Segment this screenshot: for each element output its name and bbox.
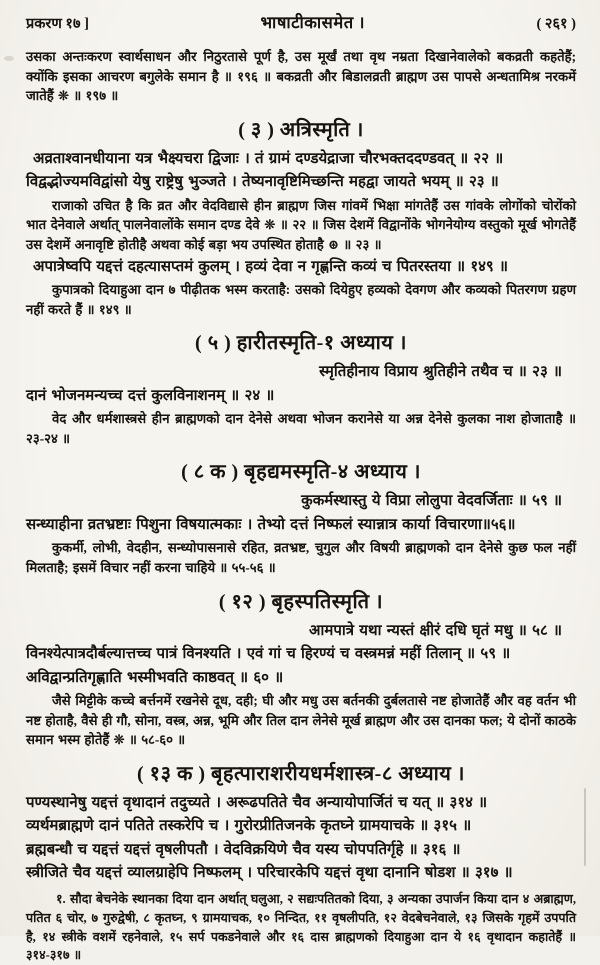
- section-heading-brihatparasharia: ( १३ क ) बृहत्पाराशरीयधर्मशास्त्र-८ अध्याय ।: [137, 762, 465, 785]
- sanskrit-verse: ब्रह्मबन्धौ च यद्दत्तं यद्दत्तं वृषलीपतौ । वेदविक्रयिणे चैव यस्य चोपपतिर्गृहे ॥ ३१६ ॥: [26, 841, 461, 858]
- footnote: १. सौदा बेचनेके स्थानका दिया दान अर्थात् घलुआ, २ सद्यःपतितको दिया, ३ अन्यका उपार्जन किया दान ४ अब्राह्मण, पतित ६ चोर, ७ गुरुद्वेषी, ८ कृतघ्न, ९ ग्रामयाचक, १० निन्दित, ११ वृषलीपति, १२ वेदबेचनेवाले, १३ जिसके गृहमें उपपति है, १४ स्त्रीके वशमें रहनेवाले, १५ सर्प पकडनेवाले और १६ दास ब्राह्मणको दियाहुआ दान ये १६ वृथादान कहातेहैं ॥ ३१४-३१७ ॥: [26, 891, 576, 963]
- sanskrit-verse: आमपात्रे यथा न्यस्तं क्षीरं दधि घृतं मधु ॥ ५८ ॥: [309, 622, 562, 639]
- page-number: ( २६१ ): [536, 16, 576, 32]
- sanskrit-verse: स्त्रीजिते चैव यद्दत्तं व्यालग्राहेपि निष्फलम् । परिचारकेपि यद्दत्तं वृथा दानानि षोडश ॥ ३१७ ॥: [26, 865, 513, 882]
- sanskrit-verse: अव्रताश्वानधीयाना यत्र भैक्ष्यचरा द्विजाः । तं ग्रामं दण्डयेद्राजा चौरभक्तददण्डवत् ॥ २२ ॥: [33, 150, 504, 167]
- scan-smudge: [4, 56, 14, 61]
- prose-paragraph: राजाको उचित है कि व्रत और वेदविद्यासे हीन ब्राह्मण जिस गांवमें भिक्षा मांगतेहैं उस गांवके लोगोंको चोरोंको भात देनेवाले अर्थात् पालनेवालोंके समान दण्ड देवे ❊ ॥ २२ ॥ जिस देशमें विद्वानोंके भोगनेयोग्य वस्तुको मूर्ख भोगतेहैं उस देशमें अनावृष्टि होतीहै अथवा कोई बड़ा भय उपस्थित होताहै ⊛ ॥ २३ ॥: [26, 197, 576, 252]
- running-header: [26, 10, 576, 33]
- sanskrit-verse: दानं भोजनमन्यच्च दत्तं कुलविनाशनम् ॥ २४ ॥: [26, 387, 275, 404]
- section-heading-haritasmriti: ( ५ ) हारीतस्मृति-१ अध्याय ।: [195, 332, 407, 355]
- sanskrit-verse: विनश्येत्पात्रदौर्बल्यात्तच्च पात्रं विनश्यति । एवं गां च हिरण्यं च वस्त्रमन्नं महीं तिलान् ॥ ५९ ॥: [26, 646, 511, 663]
- prose-paragraph: वेद और धर्मशास्त्रसे हीन ब्राह्मणको दान देनेसे अथवा भोजन करानेसे या अन्न देनेसे कुलका नाश होजाताहै ॥ २३-२४ ॥: [26, 411, 576, 446]
- sanskrit-verse: पण्यस्थानेषु यद्दत्तं वृथादानं तदुच्यते । अरूढपतिते चैव अन्यायोपार्जितं च यत् ॥ ३१४ ॥: [26, 794, 488, 811]
- book-title: भाषाटीकासमेत ।: [260, 13, 365, 32]
- sanskrit-verse: व्यर्थमब्राह्मणे दानं पतिते तस्करेपि च । गुरोरप्रीतिजनके कृतघ्ने ग्रामयाचके ॥ ३१५ ॥: [26, 818, 472, 835]
- sanskrit-verse: अविद्वान्प्रतिगृह्णाति भस्मीभवति काष्ठवत् ॥ ६० ॥: [26, 669, 284, 686]
- scan-artifact-line: [584, 788, 586, 866]
- sanskrit-verse: कुकर्मस्थास्तु ये विप्रा लोलुपा वेदवर्जिताः ॥ ५९ ॥: [301, 493, 562, 510]
- sanskrit-verse: स्मृतिहीनाय विप्राय श्रुतिहीने तथैव च ॥ २३ ॥: [319, 364, 562, 381]
- sanskrit-verse: सन्ध्याहीना व्रतभ्रष्टाः पिशुना विषयात्मकाः । तेभ्यो दत्तं निष्फलं स्यान्नात्र कार्या विचारणा॥५६॥: [26, 516, 516, 533]
- section-heading-atrismriti: ( ३ ) अत्रिस्मृति ।: [238, 118, 364, 141]
- sanskrit-verse: विद्वद्भोज्यमविद्वांसो येषु राष्ट्रेषु भुञ्जते । तेष्यनावृष्टिमिच्छन्ति महद्वा जायते भयम् ॥ २३ ॥: [26, 174, 499, 191]
- section-heading-brihadyamasmriti: ( ८ क ) बृहद्यमस्मृति-४ अध्याय ।: [181, 461, 421, 484]
- sanskrit-verse: अपात्रेष्वपि यद्दत्तं दहत्यासप्तमं कुलम् । हव्यं देवा न गृह्णन्ति कव्यं च पितरस्तया ॥ १४९ ॥: [33, 258, 508, 275]
- section-heading-brihaspatismriti: ( १२ ) बृहस्पतिस्मृति ।: [218, 590, 384, 613]
- prose-paragraph: कुकर्मी, लोभी, वेदहीन, सन्ध्योपासनासे रहित, व्रतभ्रष्ट, चुगुल और विषयी ब्राह्मणको दान देनेसे कुछ फल नहीं मिलताहै; इसमें विचार नहीं करना चाहिये ॥ ५५-५६ ॥: [26, 540, 576, 576]
- prose-paragraph: कुपात्रको दियाहुआ दान ७ पीढ़ीतक भस्म करताहै: उसको दियेहुए हव्यको देवगण और कव्यको पितरगण ग्रहण नहीं करते हैं ॥ १४९ ॥: [26, 282, 576, 317]
- chapter-number: प्रकरण १७ ]: [26, 16, 89, 32]
- prose-paragraph: उसका अन्तःकरण स्वार्थसाधन और निठुरतासे पूर्ण है, उस मूर्खं तथा वृथ नम्रता दिखानेवालेको बकव्रती कहतेहैं; क्योंकि इसका आचरण बगुलेके समान है ॥ १९६ ॥ बकव्रती और बिडालव्रती ब्राह्मण उस पापसे अन्धतामिश्र नरकमें जातेहैं ❊ ॥ १९७ ॥: [26, 49, 576, 104]
- prose-paragraph: जैसे मिट्टीके कच्चे बर्त्तनमें रखनेसे दूध, दही; घी और मधु उस बर्तनकी दुर्बलतासे नष्ट होजातेहैं और वह वर्तन भी नष्ट होताहै, वैसे ही गौ, सोना, वस्त्र, अन्न, भूमि और तिल दान लेनेसे मूर्ख ब्राह्मण और उस दानका फल; ये दोनों काठके समान भस्म होतेहैं ❊ ॥ ५८-६० ॥: [26, 693, 576, 748]
